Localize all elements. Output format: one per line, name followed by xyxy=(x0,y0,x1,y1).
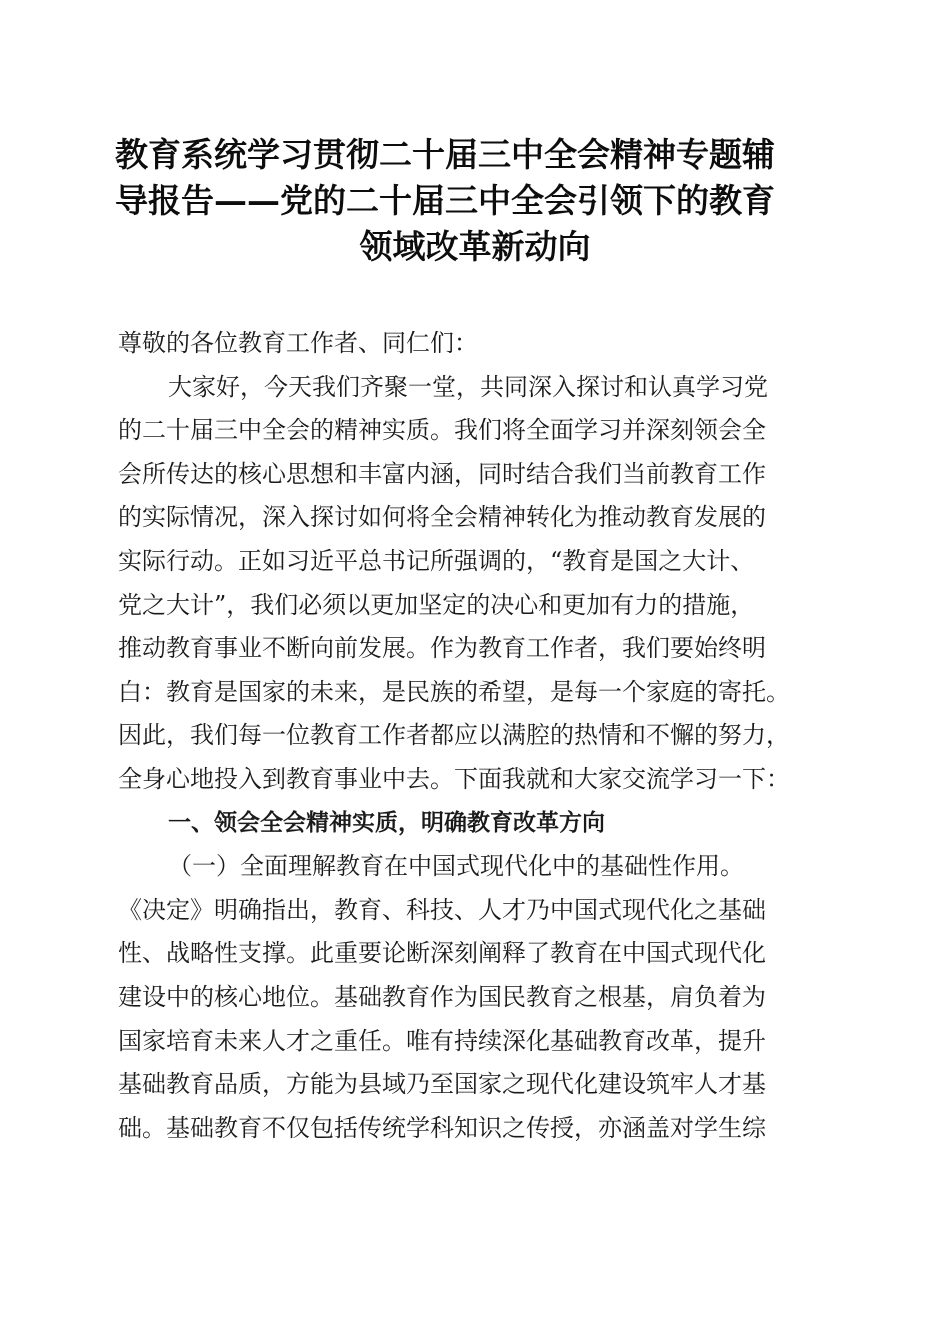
paragraph-line: 全身心地投入到教育事业中去。下面我就和大家交流学习一下： xyxy=(118,764,790,793)
paragraph-line: 实际行动。正如习近平总书记所强调的，“教育是国之大计、 xyxy=(118,546,755,575)
paragraph-line: 党之大计”，我们必须以更加坚定的决心和更加有力的措施， xyxy=(118,590,755,619)
paragraph-line: 基础教育品质，方能为县域乃至国家之现代化建设筑牢人才基 xyxy=(118,1070,766,1099)
paragraph-line: （一）全面理解教育在中国式现代化中的基础性作用。 xyxy=(168,852,744,881)
paragraph-line: 因此，我们每一位教育工作者都应以满腔的热情和不懈的努力， xyxy=(118,721,790,750)
title-line: 教育系统学习贯彻二十届三中全会精神专题辅 xyxy=(115,135,775,174)
paragraph-line: 的实际情况，深入探讨如何将全会精神转化为推动教育发展的 xyxy=(118,503,766,532)
title-line: 导报告——党的二十届三中全会引领下的教育 xyxy=(115,181,775,220)
paragraph-line: 国家培育未来人才之重任。唯有持续深化基础教育改革，提升 xyxy=(118,1026,766,1055)
paragraph-line: 的二十届三中全会的精神实质。我们将全面学习并深刻领会全 xyxy=(118,416,766,445)
section-heading: 一、领会全会精神实质，明确教育改革方向 xyxy=(168,809,605,836)
paragraph-line: 础。基础教育不仅包括传统学科知识之传授，亦涵盖对学生综 xyxy=(118,1113,766,1142)
title-line: 领域改革新动向 xyxy=(359,227,591,266)
paragraph-line: 推动教育事业不断向前发展。作为教育工作者，我们要始终明 xyxy=(118,634,766,663)
paragraph-line: 会所传达的核心思想和丰富内涵，同时结合我们当前教育工作 xyxy=(118,459,766,488)
paragraph-line: 建设中的核心地位。基础教育作为国民教育之根基，肩负着为 xyxy=(118,982,766,1011)
paragraph-section1 xyxy=(118,845,838,1150)
salutation: 尊敬的各位教育工作者、同仁们： xyxy=(118,329,478,357)
document-title xyxy=(115,132,835,270)
paragraph-line: 白：教育是国家的未来，是民族的希望，是每一个家庭的寄托。 xyxy=(118,677,790,706)
document-body xyxy=(118,322,838,1150)
paragraph-line: 性、战略性支撑。此重要论断深刻阐释了教育在中国式现代化 xyxy=(118,939,766,968)
paragraph-line: 大家好，今天我们齐聚一堂，共同深入探讨和认真学习党 xyxy=(168,372,768,401)
paragraph-line: 《决定》明确指出，教育、科技、人才乃中国式现代化之基础 xyxy=(118,895,766,924)
paragraph-intro xyxy=(118,366,838,802)
